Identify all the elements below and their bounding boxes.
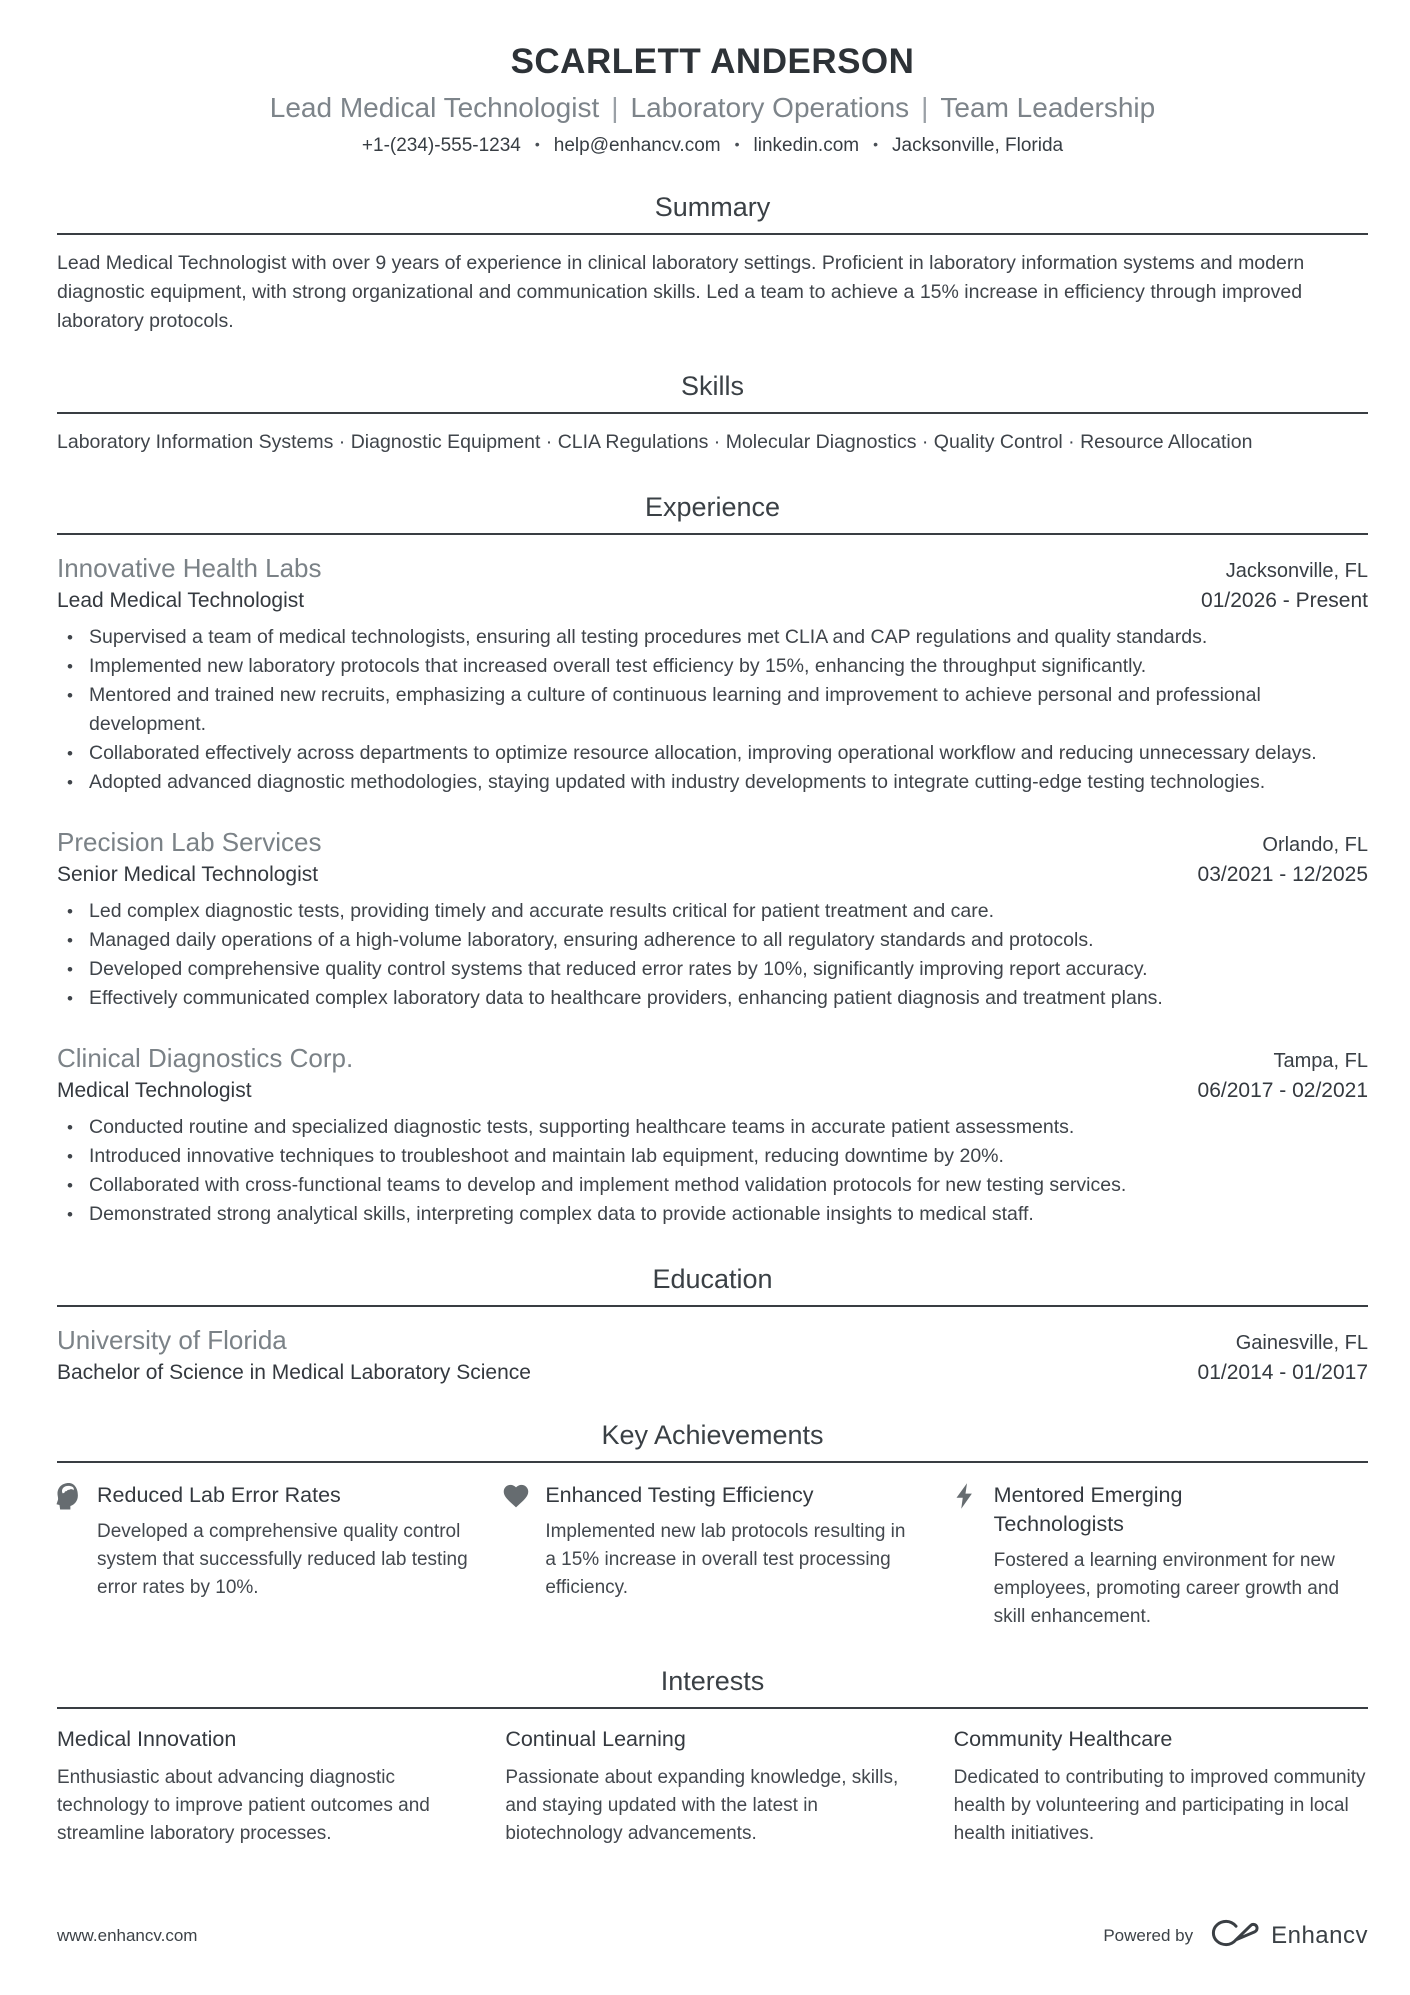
achievements-grid [57, 1481, 1368, 1631]
section-divider [57, 533, 1368, 535]
contact-separator: • [734, 136, 740, 152]
interests-grid [57, 1727, 1368, 1848]
school-name: University of Florida [57, 1325, 287, 1355]
job-bullet: • Adopted advanced diagnostic methodologies, staying updated with industry developments to integrate cutting-edge testing technologies. [57, 768, 1368, 797]
company-name: Clinical Diagnostics Corp. [57, 1043, 354, 1073]
job-bullet: • Demonstrated strong analytical skills, interpreting complex data to provide actionable insights to medical staff. [57, 1200, 1368, 1229]
summary-heading: Summary [654, 192, 771, 222]
achievement-item [954, 1481, 1368, 1631]
resume-header [57, 30, 1368, 157]
skills-list: Laboratory Information Systems · Diagnostic Equipment · CLIA Regulations · Molecular Diagnostics · Quality Control · Resource Allocation [57, 431, 1253, 453]
contact-separator: • [534, 136, 540, 152]
contact-email-link[interactable]: help@enhancv.com [553, 135, 721, 156]
achievement-text: Implemented new lab protocols resulting in a 15% increase in overall test processing efficiency. [545, 1521, 906, 1598]
achievement-text: Developed a comprehensive quality control system that successfully reduced lab testing error rates by 10%. [97, 1521, 468, 1598]
job-bullet: • Introduced innovative techniques to troubleshoot and maintain lab equipment, reducing downtime by 20%. [57, 1142, 1368, 1171]
heart-icon [501, 1481, 531, 1511]
job-bullet: • Managed daily operations of a high-volume laboratory, ensuring adherence to all regulatory standards and protocols. [57, 926, 1368, 955]
experience-entry [57, 827, 1368, 1013]
experience-entry [57, 553, 1368, 797]
experience-heading: Experience [644, 492, 781, 522]
job-bullet-list [57, 897, 1368, 1013]
job-bullet: • Collaborated with cross-functional teams to develop and implement method validation protocols for new testing services. [57, 1171, 1368, 1200]
school-location: Gainesville, FL [1235, 1332, 1368, 1354]
education-heading: Education [652, 1264, 773, 1294]
headline-separator: | [921, 92, 929, 123]
job-title: Senior Medical Technologist [57, 863, 319, 886]
interests-heading: Interests [660, 1666, 765, 1696]
headline-part-1: Lead Medical Technologist [269, 92, 600, 123]
interest-item [57, 1727, 471, 1848]
job-dates: 03/2021 - 12/2025 [1197, 863, 1368, 886]
achievement-title: Reduced Lab Error Rates [97, 1483, 341, 1507]
contact-linkedin-link[interactable]: linkedin.com [753, 135, 860, 156]
achievement-title: Mentored Emerging Technologists [993, 1483, 1183, 1536]
candidate-name: SCARLETT ANDERSON [510, 42, 915, 81]
headline-part-2: Laboratory Operations [630, 92, 910, 123]
section-divider [57, 1707, 1368, 1709]
job-location: Tampa, FL [1273, 1050, 1368, 1072]
job-bullet: • Supervised a team of medical technologists, ensuring all testing procedures met CLIA and CAP regulations and quality standards. [57, 623, 1368, 652]
job-bullet: • Conducted routine and specialized diagnostic tests, supporting healthcare teams in accurate patient assessments. [57, 1113, 1368, 1142]
contact-location: Jacksonville, Florida [892, 135, 1064, 156]
company-name: Precision Lab Services [57, 827, 322, 857]
job-bullet: • Effectively communicated complex laboratory data to healthcare providers, enhancing patient diagnosis and treatment plans. [57, 984, 1368, 1013]
company-name: Innovative Health Labs [57, 553, 322, 583]
experience-entry [57, 1043, 1368, 1229]
interest-text: Passionate about expanding knowledge, skills, and staying updated with the latest in biotechnology advancements. [505, 1767, 899, 1844]
achievement-title: Enhanced Testing Efficiency [545, 1483, 814, 1507]
interest-title: Continual Learning [505, 1727, 686, 1751]
job-bullet: • Collaborated effectively across departments to optimize resource allocation, improving operational workflow and reducing unnecessary delays. [57, 739, 1368, 768]
achievement-item [505, 1481, 919, 1631]
job-title: Medical Technologist [57, 1079, 252, 1102]
education-entry [57, 1325, 1368, 1385]
mind-icon [53, 1481, 83, 1511]
interest-text: Dedicated to contributing to improved community health by volunteering and participating in local health initiatives. [953, 1767, 1366, 1844]
job-dates: 01/2026 - Present [1201, 589, 1368, 612]
enhancv-logo-icon [1209, 1918, 1261, 1953]
powered-by-label: Powered by [1103, 1925, 1194, 1945]
page-footer [57, 1918, 1368, 1955]
headline-separator: | [611, 92, 619, 123]
headline [57, 92, 1368, 124]
job-bullet: • Mentored and trained new recruits, emphasizing a culture of continuous learning and improvement to achieve personal and professional development. [57, 681, 1368, 739]
education-dates: 01/2014 - 01/2017 [1197, 1361, 1368, 1384]
job-bullet: • Implemented new laboratory protocols that increased overall test efficiency by 15%, enhancing the throughput significantly. [57, 652, 1368, 681]
job-dates: 06/2017 - 02/2021 [1197, 1079, 1368, 1102]
skills-heading: Skills [680, 371, 744, 401]
summary-text: Lead Medical Technologist with over 9 years of experience in clinical laboratory settings. Proficient in laboratory information systems and modern diagnostic equipment, with strong organizational and communication skills. Led a team to achieve a 15% increase in efficiency through improved laboratory protocols. [57, 252, 1305, 332]
interest-item [954, 1727, 1368, 1848]
degree: Bachelor of Science in Medical Laboratory Science [57, 1361, 531, 1384]
interest-item [505, 1727, 919, 1848]
job-bullet: • Led complex diagnostic tests, providing timely and accurate results critical for patient treatment and care. [57, 897, 1368, 926]
job-bullet-list [57, 623, 1368, 797]
enhancv-brand-link[interactable] [1209, 1918, 1368, 1953]
job-bullet: • Developed comprehensive quality control systems that reduced error rates by 10%, significantly improving report accuracy. [57, 955, 1368, 984]
section-divider [57, 412, 1368, 414]
website-link[interactable]: www.enhancv.com [57, 1925, 198, 1945]
achievement-item [57, 1481, 471, 1631]
job-location: Orlando, FL [1262, 834, 1368, 856]
section-divider [57, 1461, 1368, 1463]
headline-part-3: Team Leadership [940, 92, 1156, 123]
contact-phone: +1-(234)-555-1234 [361, 135, 521, 156]
achievement-text: Fostered a learning environment for new employees, promoting career growth and skill enhancement. [993, 1550, 1340, 1627]
job-location: Jacksonville, FL [1225, 560, 1368, 582]
interest-title: Medical Innovation [57, 1727, 237, 1751]
contact-row [57, 135, 1368, 157]
job-title: Lead Medical Technologist [57, 589, 305, 612]
section-divider [57, 233, 1368, 235]
job-bullet-list [57, 1113, 1368, 1229]
interest-title: Community Healthcare [953, 1727, 1173, 1751]
contact-separator: • [873, 136, 879, 152]
lightning-icon [950, 1481, 980, 1511]
interest-text: Enthusiastic about advancing diagnostic technology to improve patient outcomes and streamline laboratory processes. [57, 1767, 430, 1844]
powered-by [1103, 1918, 1368, 1953]
achievements-heading: Key Achievements [601, 1420, 824, 1450]
brand-name: Enhancv [1271, 1921, 1368, 1949]
section-divider [57, 1305, 1368, 1307]
